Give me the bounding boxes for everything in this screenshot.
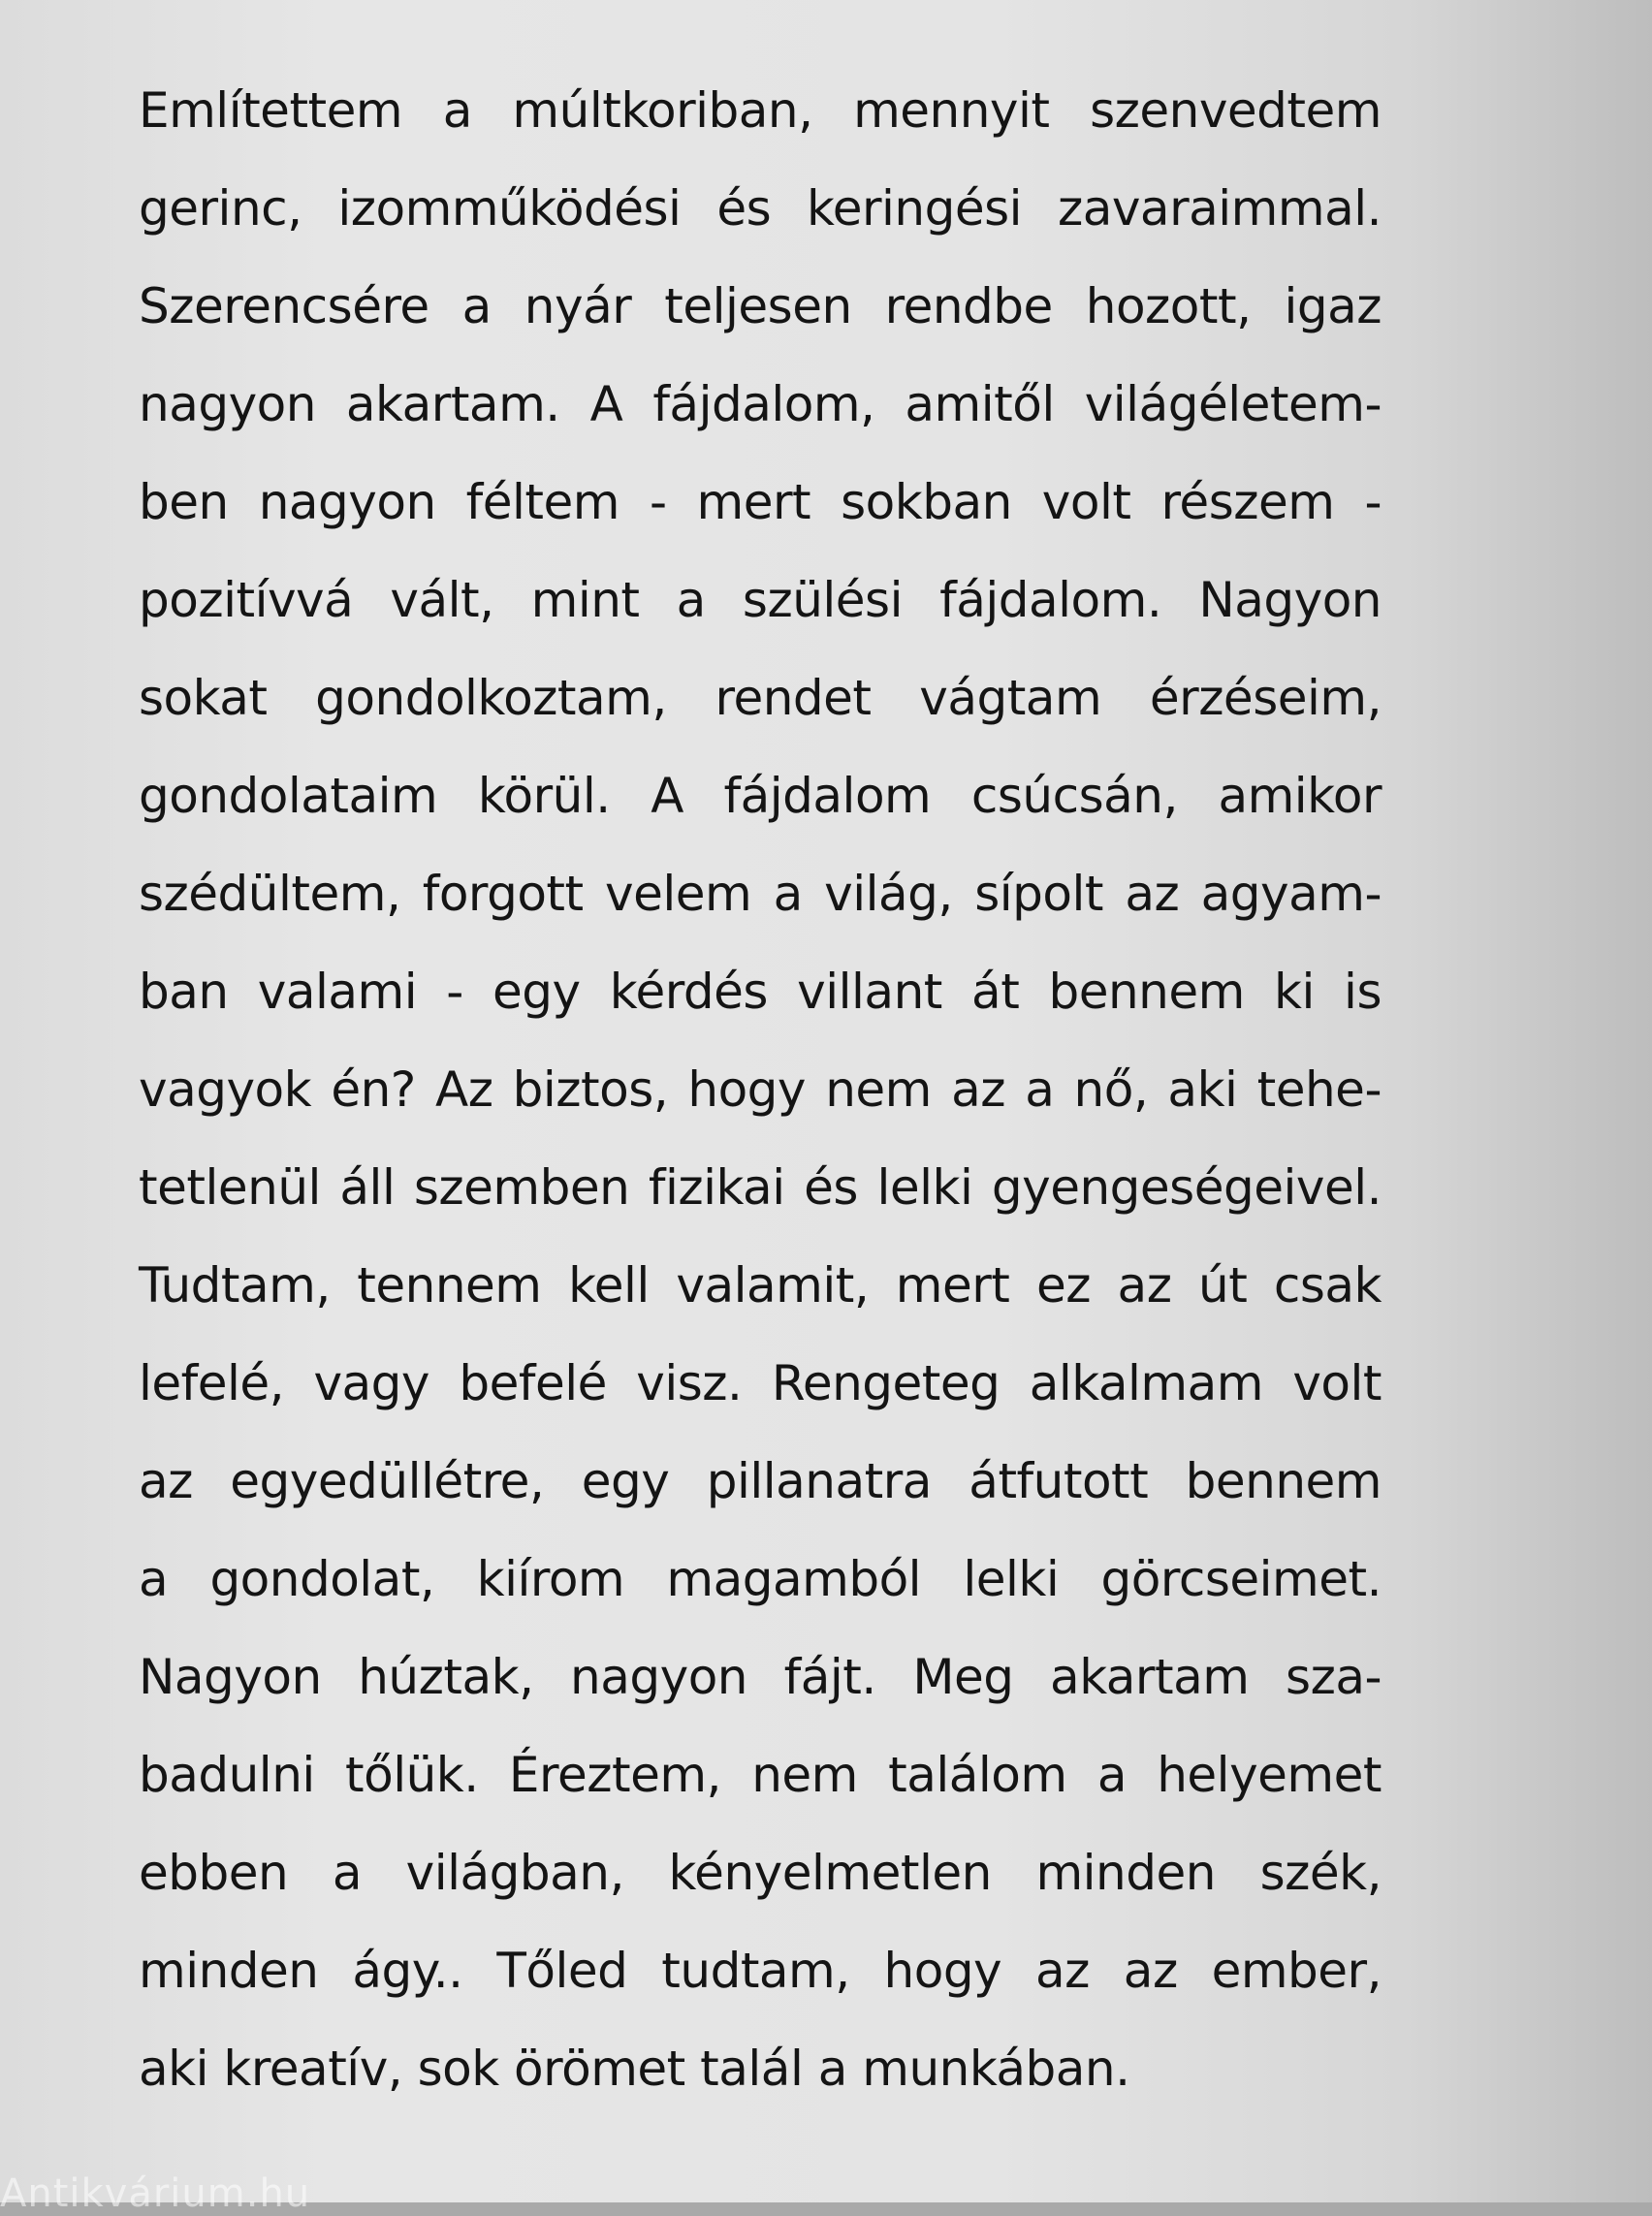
text-line: nagyon akartam. A fájdalom, amitől világéletem-: [139, 376, 1382, 432]
text-line: gerinc, izomműködési és keringési zavaraimmal.: [139, 180, 1382, 237]
text-line: badulni tőlük. Éreztem, nem találom a helyemet: [139, 1747, 1382, 1803]
text-line: pozitívvá vált, mint a szülési fájdalom. Nagyon: [139, 572, 1382, 628]
text-line: ban valami - egy kérdés villant át bennem ki is: [139, 964, 1382, 1020]
text-line: a gondolat, kiírom magamból lelki görcseimet.: [139, 1551, 1382, 1607]
text-line: vagyok én? Az biztos, hogy nem az a nő, aki tehe-: [139, 1061, 1382, 1118]
text-line: Nagyon húztak, nagyon fájt. Meg akartam sza-: [139, 1649, 1382, 1705]
body-paragraph: [139, 76, 1382, 2132]
text-line: Említettem a múltkoriban, mennyit szenvedtem: [139, 82, 1382, 139]
text-line: sokat gondolkoztam, rendet vágtam érzéseim,: [139, 670, 1382, 726]
text-line: Szerencsére a nyár teljesen rendbe hozott, igaz: [139, 278, 1382, 334]
text-line: Tudtam, tennem kell valamit, mert ez az út csak: [139, 1257, 1382, 1314]
text-line: tetlenül áll szemben fizikai és lelki gyengeségeivel.: [139, 1159, 1382, 1216]
watermark-text: Antikvárium.hu: [0, 2171, 311, 2216]
text-line: az egyedüllétre, egy pillanatra átfutott bennem: [139, 1453, 1382, 1509]
text-line: ben nagyon féltem - mert sokban volt részem -: [139, 474, 1382, 530]
text-line-last: aki kreatív, sok örömet talál a munkában.: [139, 2041, 1130, 2097]
text-line: lefelé, vagy befelé visz. Rengeteg alkalmam volt: [139, 1355, 1382, 1411]
text-line: szédültem, forgott velem a világ, sípolt az agyam-: [139, 866, 1382, 922]
text-line: gondolataim körül. A fájdalom csúcsán, amikor: [139, 768, 1382, 824]
text-line: minden ágy.. Tőled tudtam, hogy az az ember,: [139, 1943, 1382, 1999]
text-line: ebben a világban, kényelmetlen minden szék,: [139, 1845, 1382, 1901]
